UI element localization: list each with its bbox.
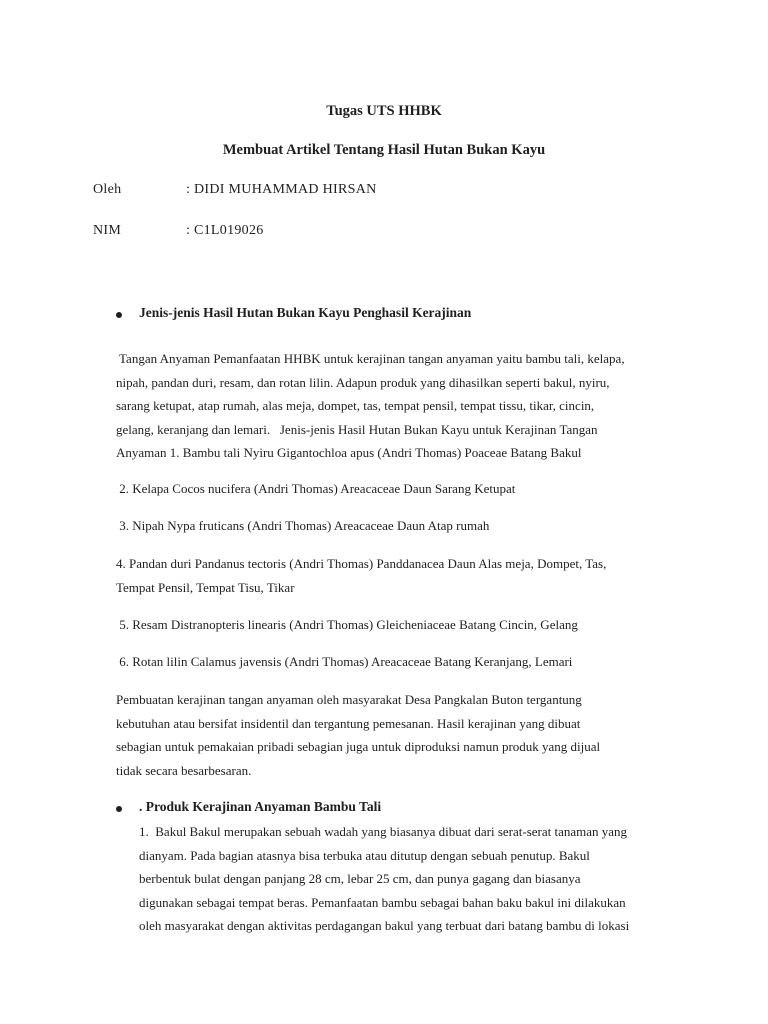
text-line: 1. Bakul Bakul merupakan sebuah wadah yang biasanya dibuat dari serat-serat tanaman yang <box>139 824 628 839</box>
text-line: berbentuk bulat dengan panjang 28 cm, lebar 25 cm, dan punya gagang dan biasanya <box>139 871 581 886</box>
closing-paragraph <box>116 688 686 782</box>
author-label: Oleh <box>93 182 122 197</box>
nim-row <box>0 223 768 243</box>
text-line: Pembuatan kerajinan tangan anyaman oleh masyarakat Desa Pangkalan Buton tergantung <box>116 692 582 707</box>
list-item: 5. Resam Distranopteris linearis (Andri Thomas) Gleicheniaceae Batang Cincin, Gelang <box>116 617 578 632</box>
section-heading: . Produk Kerajinan Anyaman Bambu Tali <box>139 799 382 814</box>
document-title: Tugas UTS HHBK <box>326 103 442 119</box>
nim-value: : C1L019026 <box>186 223 264 238</box>
text-line: sebagian untuk pemakaian pribadi sebagian juga untuk diproduksi namun produk yang dijual <box>116 739 601 754</box>
section-intro <box>116 347 686 465</box>
text-line: sarang ketupat, atap rumah, alas meja, dompet, tas, tempat pensil, tempat tissu, tikar, cincin, <box>116 398 595 413</box>
text-line: oleh masyarakat dengan aktivitas perdagangan bakul yang terbuat dari batang bambu di lokasi <box>139 918 630 933</box>
text-line: 4. Pandan duri Pandanus tectoris (Andri Thomas) Panddanacea Daun Alas meja, Dompet, Tas, <box>116 556 607 571</box>
text-line: Tangan Anyaman Pemanfaatan HHBK untuk kerajinan tangan anyaman yaitu bambu tali, kelapa, <box>116 351 625 366</box>
text-line: nipah, pandan duri, resam, dan rotan lilin. Adapun produk yang dihasilkan seperti bakul, nyiru, <box>116 374 610 390</box>
document-subtitle: Membuat Artikel Tentang Hasil Hutan Bukan Kayu <box>222 142 546 158</box>
author-value: : DIDI MUHAMMAD HIRSAN <box>186 182 377 197</box>
nim-label: NIM <box>93 223 122 238</box>
bullet-icon <box>116 312 122 318</box>
text-line: tidak secara besarbesaran. <box>116 762 252 778</box>
text-line: Anyaman 1. Bambu tali Nyiru Gigantochloa apus (Andri Thomas) Poaceae Batang Bakul <box>116 445 582 460</box>
section-body <box>139 820 699 938</box>
list-item: 2. Kelapa Cocos nucifera (Andri Thomas) Areacaceae Daun Sarang Ketupat <box>116 481 516 496</box>
text-line: dianyam. Pada bagian atasnya bisa terbuka atau ditutup dengan sebuah penutup. Bakul <box>139 847 590 863</box>
list-item: 3. Nipah Nypa fruticans (Andri Thomas) Areacaceae Daun Atap rumah <box>116 518 490 533</box>
text-line: Tempat Pensil, Tempat Tisu, Tikar <box>116 579 295 595</box>
bullet-icon <box>116 806 122 812</box>
text-line: kebutuhan atau bersifat insidentil dan tergantung pemesanan. Hasil kerajinan yang dibuat <box>116 715 581 731</box>
list-item <box>116 552 686 599</box>
author-row <box>0 182 768 202</box>
text-line: digunakan sebagai tempat beras. Pemanfaatan bambu sebagai bahan baku bakul ini dilakukan <box>139 894 626 910</box>
text-line: gelang, keranjang dan lemari. Jenis-jenis Hasil Hutan Bukan Kayu untuk Kerajinan Tangan <box>116 421 598 437</box>
list-item: 6. Rotan lilin Calamus javensis (Andri Thomas) Areacaceae Batang Keranjang, Lemari <box>116 654 573 669</box>
section-heading: Jenis-jenis Hasil Hutan Bukan Kayu Penghasil Kerajinan <box>139 305 472 320</box>
